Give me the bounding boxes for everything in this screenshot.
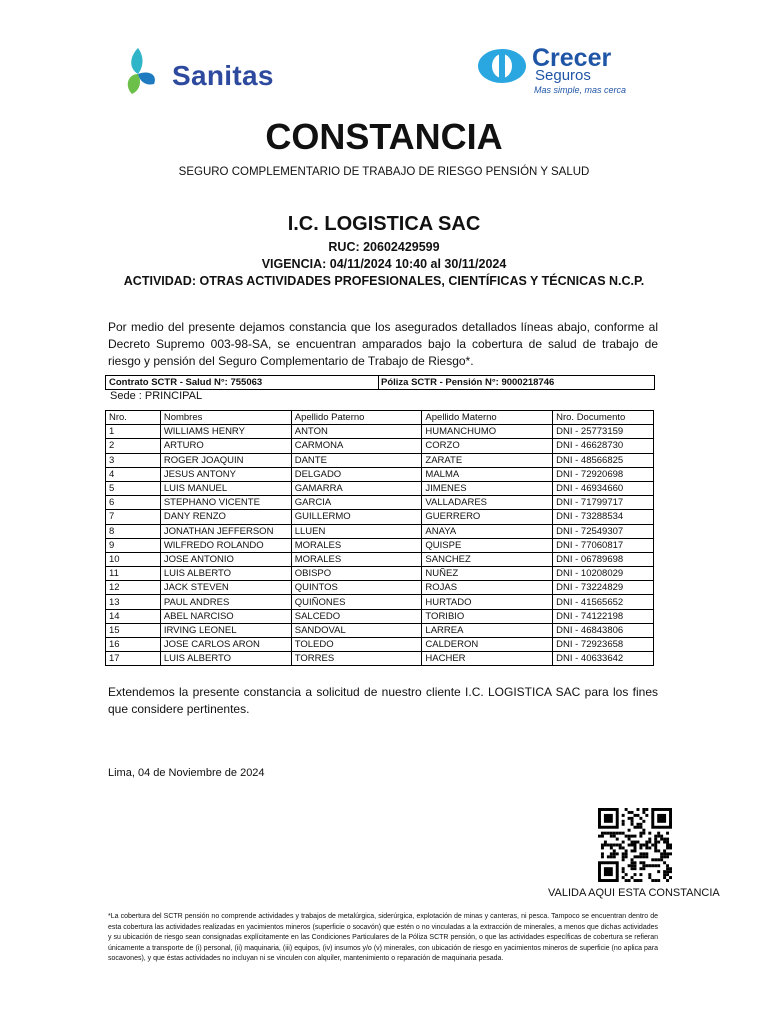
cell-nro: 16 [106,638,161,652]
cell-apellido-materno: ANAYA [422,524,553,538]
intro-paragraph: Por medio del presente dejamos constancia que los asegurados detallados líneas abajo, conforme al Decreto Supremo 003-98-SA, se encuentran amparados bajo la cobertura de salud de trabajo de riesgo y pensión del Seguro Complementario de Trabajo de Riesgo*. [108,320,658,368]
cell-nro: 12 [106,581,161,595]
crecer-subtext: Seguros [535,67,591,84]
cell-nombres: JONATHAN JEFFERSON [160,524,291,538]
place-date: Lima, 04 de Noviembre de 2024 [108,767,265,779]
document-subtitle: SEGURO COMPLEMENTARIO DE TRABAJO DE RIESGO PENSIÓN Y SALUD [178,166,590,178]
cell-nombres: WILLIAMS HENRY [160,425,291,439]
cell-nombres: LUIS ALBERTO [160,652,291,666]
company-ruc: RUC: 20602429599 [328,240,440,254]
cell-apellido-materno: CALDERON [422,638,553,652]
cell-apellido-paterno: MORALES [291,552,422,566]
cell-documento: DNI - 73288534 [553,510,654,524]
header-apellido-paterno: Apellido Paterno [291,411,422,425]
cell-documento: DNI - 72920698 [553,467,654,481]
cell-nombres: LUIS ALBERTO [160,567,291,581]
cell-nro: 7 [106,510,161,524]
cell-nro: 11 [106,567,161,581]
cell-nro: 9 [106,538,161,552]
cell-apellido-paterno: GAMARRA [291,481,422,495]
cell-documento: DNI - 25773159 [553,425,654,439]
cell-nro: 14 [106,609,161,623]
cell-nombres: JESUS ANTONY [160,467,291,481]
table-row [106,538,654,552]
cell-apellido-materno: HUMANCHUMO [422,425,553,439]
contract-box [105,375,655,390]
cell-documento: DNI - 46934660 [553,481,654,495]
cell-apellido-paterno: ANTON [291,425,422,439]
header-nombres: Nombres [160,411,291,425]
cell-nro: 6 [106,496,161,510]
cell-documento: DNI - 48566825 [553,453,654,467]
cell-nro: 8 [106,524,161,538]
cell-nro: 2 [106,439,161,453]
document-title: CONSTANCIA [265,116,503,157]
crecer-wordmark: Crecer [532,44,612,72]
cell-documento: DNI - 46628730 [553,439,654,453]
cell-nombres: STEPHANO VICENTE [160,496,291,510]
cell-apellido-materno: LARREA [422,623,553,637]
header-documento: Nro. Documento [553,411,654,425]
crecer-logo [478,44,658,100]
contract-pension: Póliza SCTR - Pensión N°: 9000218746 [381,377,555,388]
cell-apellido-paterno: TORRES [291,652,422,666]
table-row [106,652,654,666]
cell-documento: DNI - 06789698 [553,552,654,566]
cell-nombres: JOSE CARLOS ARON [160,638,291,652]
cell-apellido-paterno: OBISPO [291,567,422,581]
cell-nro: 15 [106,623,161,637]
table-row [106,595,654,609]
cell-nombres: JACK STEVEN [160,581,291,595]
table-row [106,524,654,538]
contract-divider [378,376,379,389]
vigencia: VIGENCIA: 04/11/2024 10:40 al 30/11/2024 [261,257,507,271]
cell-apellido-materno: VALLADARES [422,496,553,510]
cell-documento: DNI - 72923658 [553,638,654,652]
cell-nro: 17 [106,652,161,666]
cell-apellido-paterno: LLUEN [291,524,422,538]
table-row [106,609,654,623]
cell-apellido-materno: HURTADO [422,595,553,609]
insured-table [105,410,654,666]
crecer-emblem-icon [478,48,530,92]
table-row [106,496,654,510]
cell-apellido-paterno: QUINTOS [291,581,422,595]
cell-apellido-paterno: GUILLERMO [291,510,422,524]
sanitas-logo [124,44,294,100]
closing-paragraph: Extendemos la presente constancia a solicitud de nuestro cliente I.C. LOGISTICA SAC para los fines que considere pertinentes. [108,685,658,716]
cell-nombres: IRVING LEONEL [160,623,291,637]
contract-salud: Contrato SCTR - Salud N°: 755063 [109,377,263,388]
table-row [106,581,654,595]
cell-nombres: DANY RENZO [160,510,291,524]
table-row [106,425,654,439]
cell-nombres: ABEL NARCISO [160,609,291,623]
company-name: I.C. LOGISTICA SAC [287,213,481,235]
cell-documento: DNI - 72549307 [553,524,654,538]
validation-link[interactable]: VALIDA AQUI ESTA CONSTANCIA [548,887,720,899]
actividad: ACTIVIDAD: OTRAS ACTIVIDADES PROFESIONALES, CIENTÍFICAS Y TÉCNICAS N.C.P. [123,274,645,288]
cell-nro: 3 [106,453,161,467]
cell-apellido-paterno: SALCEDO [291,609,422,623]
cell-apellido-materno: QUISPE [422,538,553,552]
cell-apellido-paterno: MORALES [291,538,422,552]
table-row [106,510,654,524]
table-row [106,567,654,581]
cell-documento: DNI - 46843806 [553,623,654,637]
cell-documento: DNI - 74122198 [553,609,654,623]
cell-apellido-materno: MALMA [422,467,553,481]
sede-label: Sede : PRINCIPAL [110,390,203,402]
header-nro: Nro. [106,411,161,425]
cell-apellido-paterno: GARCIA [291,496,422,510]
cell-apellido-paterno: CARMONA [291,439,422,453]
table-row [106,481,654,495]
footnote: *La cobertura del SCTR pensión no comprende actividades y trabajos de metalúrgica, siderúrgica, explotación de minas y canteras, ni pesca. Tampoco se encuentran dentro de esta cobertura las actividades realizadas en yacimientos mineros (superficie o socavón) que estén o no vinculadas a la extracción de minerales, a menos que dichas actividades y su ubicación de riesgo sean consignadas explícitamente en las Condiciones Particulares de la Póliza SCTR pensión, o que las actividades específicas de cobertura se refieran únicamente a transporte de (i) personal, (ii) maquinaria, (iii) equipos, (iv) insumos y/o (v) minerales, con ubicación de riesgo en yacimientos mineros de superficie (no aplica para socavones), y que éstas actividades no incluyan ni se vinculen con alquiler, mantenimiento o reparación de maquinaria pesada. [108,913,658,962]
table-row [106,623,654,637]
cell-documento: DNI - 71799717 [553,496,654,510]
cell-nro: 10 [106,552,161,566]
cell-documento: DNI - 77060817 [553,538,654,552]
cell-apellido-materno: NUÑEZ [422,567,553,581]
sanitas-butterfly-icon [124,44,172,100]
cell-apellido-paterno: DELGADO [291,467,422,481]
cell-apellido-materno: ZARATE [422,453,553,467]
cell-apellido-materno: SANCHEZ [422,552,553,566]
cell-nro: 4 [106,467,161,481]
cell-nombres: LUIS MANUEL [160,481,291,495]
crecer-tagline: Mas simple, mas cerca [534,85,627,95]
header-apellido-materno: Apellido Materno [422,411,553,425]
cell-apellido-materno: ROJAS [422,581,553,595]
cell-nombres: WILFREDO ROLANDO [160,538,291,552]
cell-apellido-paterno: QUIÑONES [291,595,422,609]
cell-documento: DNI - 41565652 [553,595,654,609]
cell-nro: 13 [106,595,161,609]
cell-apellido-paterno: SANDOVAL [291,623,422,637]
cell-documento: DNI - 40633642 [553,652,654,666]
qr-code[interactable] [598,808,672,882]
cell-apellido-paterno: DANTE [291,453,422,467]
cell-apellido-paterno: TOLEDO [291,638,422,652]
cell-apellido-materno: GUERRERO [422,510,553,524]
cell-apellido-materno: CORZO [422,439,553,453]
table-row [106,453,654,467]
cell-apellido-materno: TORIBIO [422,609,553,623]
cell-documento: DNI - 73224829 [553,581,654,595]
cell-nro: 5 [106,481,161,495]
cell-apellido-materno: HACHER [422,652,553,666]
sanitas-wordmark: Sanitas [172,60,274,91]
cell-documento: DNI - 10208029 [553,567,654,581]
cell-nombres: PAUL ANDRES [160,595,291,609]
cell-nombres: ARTURO [160,439,291,453]
cell-apellido-materno: JIMENES [422,481,553,495]
table-row [106,552,654,566]
table-row [106,638,654,652]
cell-nombres: JOSE ANTONIO [160,552,291,566]
cell-nombres: ROGER JOAQUIN [160,453,291,467]
table-header-row [106,411,654,425]
table-row [106,467,654,481]
table-row [106,439,654,453]
cell-nro: 1 [106,425,161,439]
